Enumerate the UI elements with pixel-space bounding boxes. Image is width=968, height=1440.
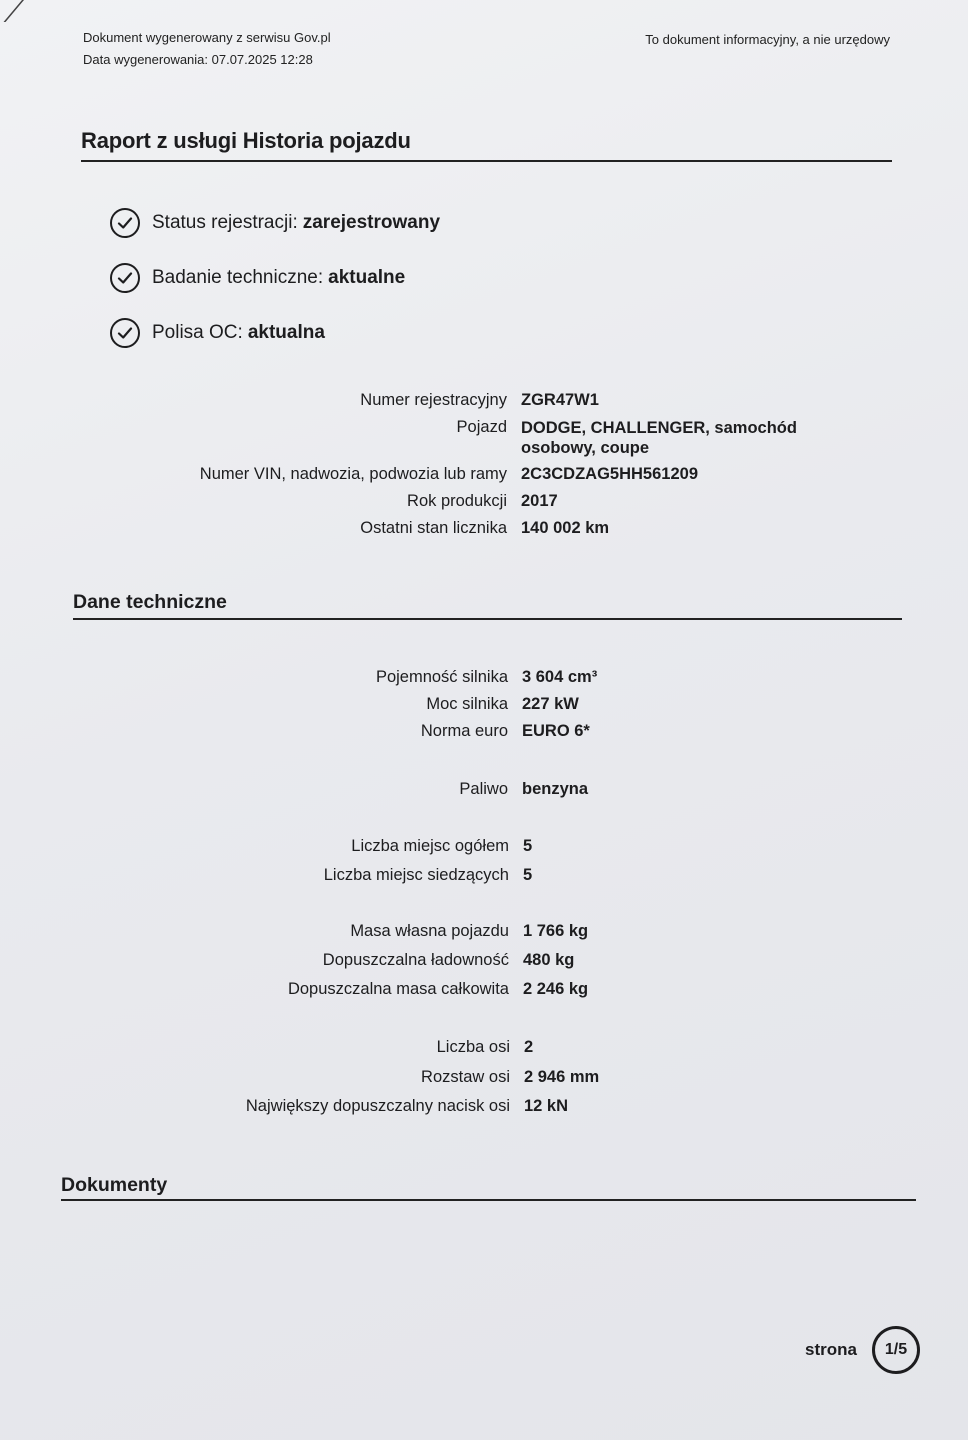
value-engine-capacity: 3 604 cm³ — [522, 668, 598, 686]
value-curb-weight: 1 766 kg — [523, 922, 589, 940]
row-engine-power — [150, 691, 597, 718]
status-label: Badanie techniczne: — [152, 266, 324, 288]
label-year: Rok produkcji — [407, 492, 507, 510]
row-vehicle — [150, 414, 881, 461]
section-title-documents: Dokumenty — [61, 1174, 168, 1196]
label-curb-weight: Masa własna pojazdu — [350, 922, 509, 940]
label-payload: Dopuszczalna ładowność — [322, 951, 509, 969]
value-fuel: benzyna — [522, 780, 589, 798]
value-seats-sitting: 5 — [523, 865, 533, 884]
status-value: aktualne — [328, 266, 406, 288]
value-axle-load: 12 kN — [524, 1097, 569, 1115]
row-year — [150, 488, 881, 515]
technical-info-axles — [150, 1033, 599, 1122]
value-vehicle: DODGE, CHALLENGER, samochód osobowy, coupe — [521, 419, 797, 457]
generated-by-text: Dokument wygenerowany z serwisu Gov.pl — [83, 30, 331, 45]
status-value: zarejestrowany — [302, 211, 441, 233]
technical-info-fuel — [150, 776, 588, 803]
status-value: aktualna — [247, 321, 325, 343]
page-label: strona — [805, 1340, 857, 1359]
label-vehicle: Pojazd — [456, 418, 507, 436]
status-list — [110, 195, 440, 360]
value-euro: EURO 6* — [522, 722, 590, 740]
label-wheelbase: Rozstaw osi — [421, 1067, 510, 1086]
value-registration: ZGR47W1 — [521, 391, 599, 409]
page-number: 1/5 — [884, 1341, 908, 1358]
vehicle-info — [150, 387, 881, 542]
technical-info-seats — [150, 832, 532, 889]
row-registration — [150, 387, 881, 414]
check-circle-icon — [110, 208, 140, 238]
row-odometer — [150, 515, 881, 542]
row-seats-sitting — [150, 861, 532, 890]
row-curb-weight — [150, 917, 588, 946]
row-gross-weight — [150, 975, 588, 1004]
label-axle-load: Największy dopuszczalny nacisk osi — [245, 1097, 510, 1115]
label-engine-capacity: Pojemność silnika — [375, 668, 508, 686]
value-vin: 2C3CDZAG5HH561209 — [521, 465, 698, 483]
value-axles: 2 — [524, 1038, 534, 1056]
value-gross-weight: 2 246 kg — [523, 980, 589, 998]
section-title-technical: Dane techniczne — [73, 591, 227, 613]
value-wheelbase: 2 946 mm — [524, 1067, 600, 1086]
report-title: Raport z usługi Historia pojazdu — [81, 128, 411, 153]
row-wheelbase — [150, 1063, 599, 1093]
value-year: 2017 — [521, 492, 558, 510]
row-axle-load — [150, 1092, 599, 1122]
value-seats-total: 5 — [523, 837, 533, 855]
label-odometer: Ostatni stan licznika — [360, 519, 507, 537]
technical-info-weights — [150, 917, 588, 1004]
generated-date-text: Data wygenerowania: 07.07.2025 12:28 — [83, 52, 313, 67]
row-seats-total — [150, 832, 532, 861]
technical-info-engine — [150, 664, 597, 745]
label-axles: Liczba osi — [436, 1038, 510, 1056]
row-axles — [150, 1033, 599, 1063]
value-odometer: 140 002 km — [521, 519, 610, 537]
status-insurance — [110, 305, 440, 360]
label-fuel: Paliwo — [459, 780, 508, 798]
row-engine-capacity — [150, 664, 597, 691]
row-fuel — [150, 776, 588, 803]
label-seats-total: Liczba miejsc ogółem — [351, 837, 509, 855]
value-engine-power: 227 kW — [522, 695, 579, 713]
section-divider-technical — [73, 618, 902, 620]
row-euro — [150, 718, 597, 745]
check-circle-icon — [110, 318, 140, 348]
label-euro: Norma euro — [420, 722, 508, 740]
header-meta — [83, 27, 331, 71]
status-label: Polisa OC: — [152, 321, 243, 343]
label-vin: Numer VIN, nadwozia, podwozia lub ramy — [199, 465, 507, 483]
check-circle-icon — [110, 263, 140, 293]
value-payload: 480 kg — [523, 951, 575, 969]
label-seats-sitting: Liczba miejsc siedzących — [323, 865, 509, 884]
title-divider — [81, 160, 892, 162]
status-registration — [110, 195, 440, 250]
row-payload — [150, 946, 588, 975]
row-vin — [150, 461, 881, 488]
label-registration: Numer rejestracyjny — [360, 391, 507, 409]
section-divider-documents — [61, 1199, 916, 1201]
page-corner-fold — [0, 0, 24, 22]
label-gross-weight: Dopuszczalna masa całkowita — [287, 980, 509, 998]
page-number-badge — [872, 1326, 920, 1374]
status-label: Status rejestracji: — [152, 211, 298, 233]
label-engine-power: Moc silnika — [426, 695, 508, 713]
status-inspection — [110, 250, 440, 305]
disclaimer-text: To dokument informacyjny, a nie urzędowy — [645, 32, 890, 47]
